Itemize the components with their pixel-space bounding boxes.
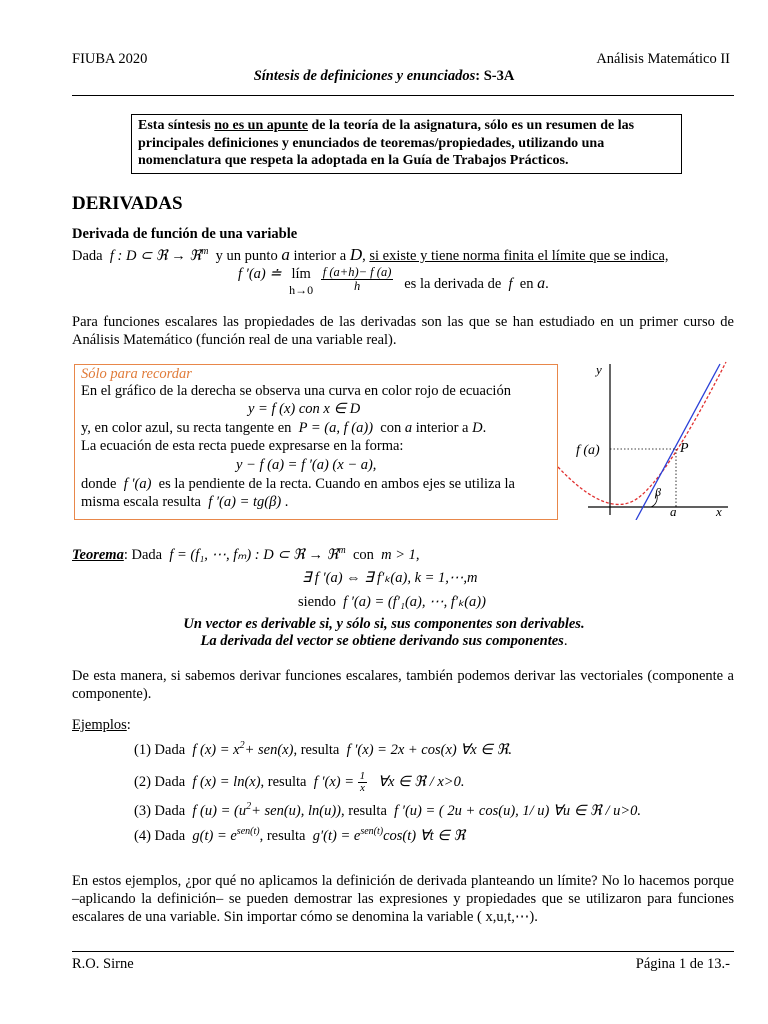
theorem-fdef <box>169 547 345 563</box>
recordar-line3 <box>81 420 486 437</box>
rec-l3d: a <box>404 420 413 436</box>
graph-fa-label: f (a) <box>576 443 600 458</box>
limit-lhs: f ′(a) ≐ <box>238 266 282 282</box>
rec-l6a: donde <box>81 476 117 492</box>
recordar-line5: y − f (a) = f ′(a) (x − a), <box>236 457 377 473</box>
def-punto: y un punto <box>215 248 278 264</box>
ex2-fraction <box>358 771 368 794</box>
ex2-deriv: f ′(x) = <box>313 773 355 790</box>
limit-fraction <box>321 266 394 293</box>
graph-x-label: x <box>716 504 722 519</box>
ex2-den: x <box>359 782 365 794</box>
subheading: Derivada de función de una variable <box>72 226 298 242</box>
theorem-statement1: Un vector es derivable si, y sólo si, sus componentes son derivables. <box>183 616 585 632</box>
paragraph-why-not-limit: En estos ejemplos, ¿por qué no aplicamos la definición de derivada planteando un límite? No lo hacemos porque –aplicando la definición– se pueden demostrar las expresiones y propiedades que se utilizaron para funciones escalares de una variable. Sin importar cómo se denomina la variable ( x,u,t,⋯). <box>72 873 734 925</box>
theorem-b2a: La derivada del vector se obtiene derivando sus componentes <box>200 633 564 649</box>
red-curve <box>558 362 726 504</box>
theorem-fdef-exp: m <box>338 545 346 556</box>
definition-line: Dada f : D ⊂ ℜ → ℜ$^m$ y un punto a interior a D, si existe y tiene norma finita el límite que se indica, <box>72 245 669 264</box>
footer-author: R.O. Sirne <box>72 956 134 972</box>
notice-part1: Esta síntesis <box>138 118 215 133</box>
recordar-line7 <box>81 494 288 511</box>
def-dada: Dada <box>72 248 103 264</box>
graph-y-label: y <box>596 362 602 377</box>
ex2-fx: f (x) = ln(x) <box>192 773 261 790</box>
rec-l3e: interior a <box>415 420 469 436</box>
limit-a: a <box>537 275 546 292</box>
ex1-dada: (1) Dada <box>134 741 186 758</box>
ex1-resulta: , resulta <box>293 741 340 758</box>
ex4-dada: (4) Dada <box>134 827 186 844</box>
theorem-statement2 <box>0 633 768 650</box>
limit-numerator: f (a+h)− f (a) <box>322 265 392 279</box>
limit-lim: lím <box>291 266 311 282</box>
notice-underlined: no es un apunte <box>214 118 308 133</box>
rec-l7a: misma escala resulta <box>81 494 201 510</box>
ex1-sen: + sen(x) <box>244 741 294 758</box>
def-func-exp: m <box>201 246 209 258</box>
graph-p-label: P <box>680 441 689 456</box>
footer-rule <box>72 951 734 952</box>
rec-l6b: f ′(a) <box>123 476 152 492</box>
example-1 <box>134 740 512 759</box>
blue-tangent <box>636 364 720 520</box>
header-rule <box>72 95 734 96</box>
theorem-con: con <box>352 546 374 563</box>
rec-l3g: . <box>482 420 487 436</box>
examples-colon: : <box>126 717 131 733</box>
limit-en: en <box>519 276 534 292</box>
ex4-cos: cos(t) ∀t ∈ ℜ <box>383 827 466 844</box>
examples-label-text: Ejemplos <box>72 717 127 733</box>
ex1-exp: 2 <box>239 740 245 751</box>
def-D: D <box>349 245 363 264</box>
ex3-rest: + sen(u), ln(u)) <box>251 802 341 819</box>
ex4-gt: g(t) = e <box>192 827 237 844</box>
def-a: a <box>281 245 290 264</box>
limit-operator <box>289 266 313 298</box>
ex1-result: f ′(x) = 2x + cos(x) ∀x ∈ ℜ. <box>346 741 512 758</box>
ex2-num: 1 <box>359 770 366 782</box>
graph-a-label: a <box>670 504 677 519</box>
def-interior: interior a <box>293 248 347 264</box>
graph-beta-label: β <box>655 485 661 499</box>
ex4-exp: sen(t) <box>236 826 260 837</box>
ex3-fu: f (u) = (u <box>192 802 247 819</box>
limit-sub: h→0 <box>289 283 314 297</box>
paragraph-scalar: Para funciones escalares las propiedades de las derivadas son las que se han estudiado en un primer curso de Análisis Matemático (función real de una variable real). <box>72 314 734 348</box>
recordar-line6 <box>81 476 515 493</box>
theorem-cond: m > 1, <box>381 546 420 563</box>
ex3-resulta: , resulta <box>341 802 387 819</box>
limit-denominator: h <box>353 279 361 293</box>
example-4 <box>134 826 465 845</box>
notice-part2: de la teoría de la asignatura, sólo es un resumen de las principales definiciones y enunciados de teoremas/propiedades, utilizando una nomenclatura que respeta la adoptada en la Guía de Trabajos Prácticos. <box>138 118 635 168</box>
theorem-line1 <box>72 545 420 564</box>
ex3-result: f ′(u) = ( 2u + cos(u), 1/ u) ∀u ∈ ℜ / u>0. <box>394 802 642 819</box>
header-subtitle-text: Síntesis de definiciones y enunciados <box>253 68 476 84</box>
header-subject: Análisis Matemático II <box>596 51 730 67</box>
theorem-dada: : Dada <box>123 546 163 563</box>
examples-label <box>72 717 131 734</box>
header-course: FIUBA 2020 <box>72 51 148 67</box>
paragraph-vector: De esta manera, si sabemos derivar funciones escalares, también podemos derivar las vectoriales (componente a componente). <box>72 668 734 702</box>
recordar-line4: La ecuación de esta recta puede expresarse en la forma: <box>81 438 404 454</box>
rec-l3a: y, en color azul, su recta tangente en <box>81 420 292 436</box>
ex3-exp: 2 <box>246 801 252 812</box>
rec-l3c: con <box>380 420 402 436</box>
theorem-l3: f ′(a) = (f′₁(a), ⋯, f′ₖ(a)) <box>343 594 486 610</box>
theorem-siendo: siendo <box>298 594 336 610</box>
footer-page: Página 1 de 13.- <box>635 956 730 972</box>
def-func-text: f : D ⊂ ℜ → ℜ <box>109 248 202 264</box>
ex4-exp2: sen(t) <box>360 826 384 837</box>
rec-l7c: . <box>284 494 289 510</box>
notice-box <box>131 114 682 174</box>
limit-f: f <box>508 276 513 292</box>
limit-es: es la derivada de <box>404 276 502 292</box>
rec-l3f: D <box>472 420 483 436</box>
ex2-domain: ∀x ∈ ℜ / x>0. <box>378 773 465 790</box>
ex2-resulta: , resulta <box>260 773 307 790</box>
ex4-resulta: , resulta <box>259 827 306 844</box>
def-condition: si existe y tiene norma finita el límite que se indica, <box>369 248 669 264</box>
rec-l3b: P = (a, f (a)) <box>298 420 374 436</box>
theorem-line3 <box>298 594 486 611</box>
example-2 <box>134 771 464 794</box>
rec-l6c: es la pendiente de la recta. Cuando en ambos ejes se utiliza la <box>158 476 515 492</box>
header-subtitle <box>0 68 768 85</box>
recordar-line1: En el gráfico de la derecha se observa una curva en color rojo de ecuación <box>81 383 511 399</box>
rec-l7b: f ′(a) = tg(β) <box>208 494 282 510</box>
theorem-b2b: . <box>563 633 568 649</box>
ex3-dada: (3) Dada <box>134 802 186 819</box>
ex2-dada: (2) Dada <box>134 773 186 790</box>
def-func <box>110 248 209 264</box>
limit-formula <box>238 266 549 298</box>
ex1-fx: f (x) = x <box>192 741 240 758</box>
limit-dot: . <box>545 276 549 292</box>
recordar-line2: y = f (x) con x ∈ D <box>248 401 361 417</box>
theorem-label: Teorema <box>72 546 124 563</box>
tangent-graph <box>558 360 734 520</box>
example-3 <box>134 801 641 820</box>
recordar-title: Sólo para recordar <box>81 366 192 382</box>
limit-description <box>404 276 549 292</box>
theorem-line2: ∃ f ′(a) ⇔ ∃ f′ₖ(a), k = 1,⋯,m <box>302 570 478 586</box>
header-code: : S-3A <box>475 68 515 84</box>
section-title: DERIVADAS <box>72 193 183 214</box>
theorem-fdef-text: f = (f₁, ⋯, fₘ) : D ⊂ ℜ → ℜ <box>169 546 339 563</box>
ex4-deriv: g′(t) = e <box>312 827 361 844</box>
